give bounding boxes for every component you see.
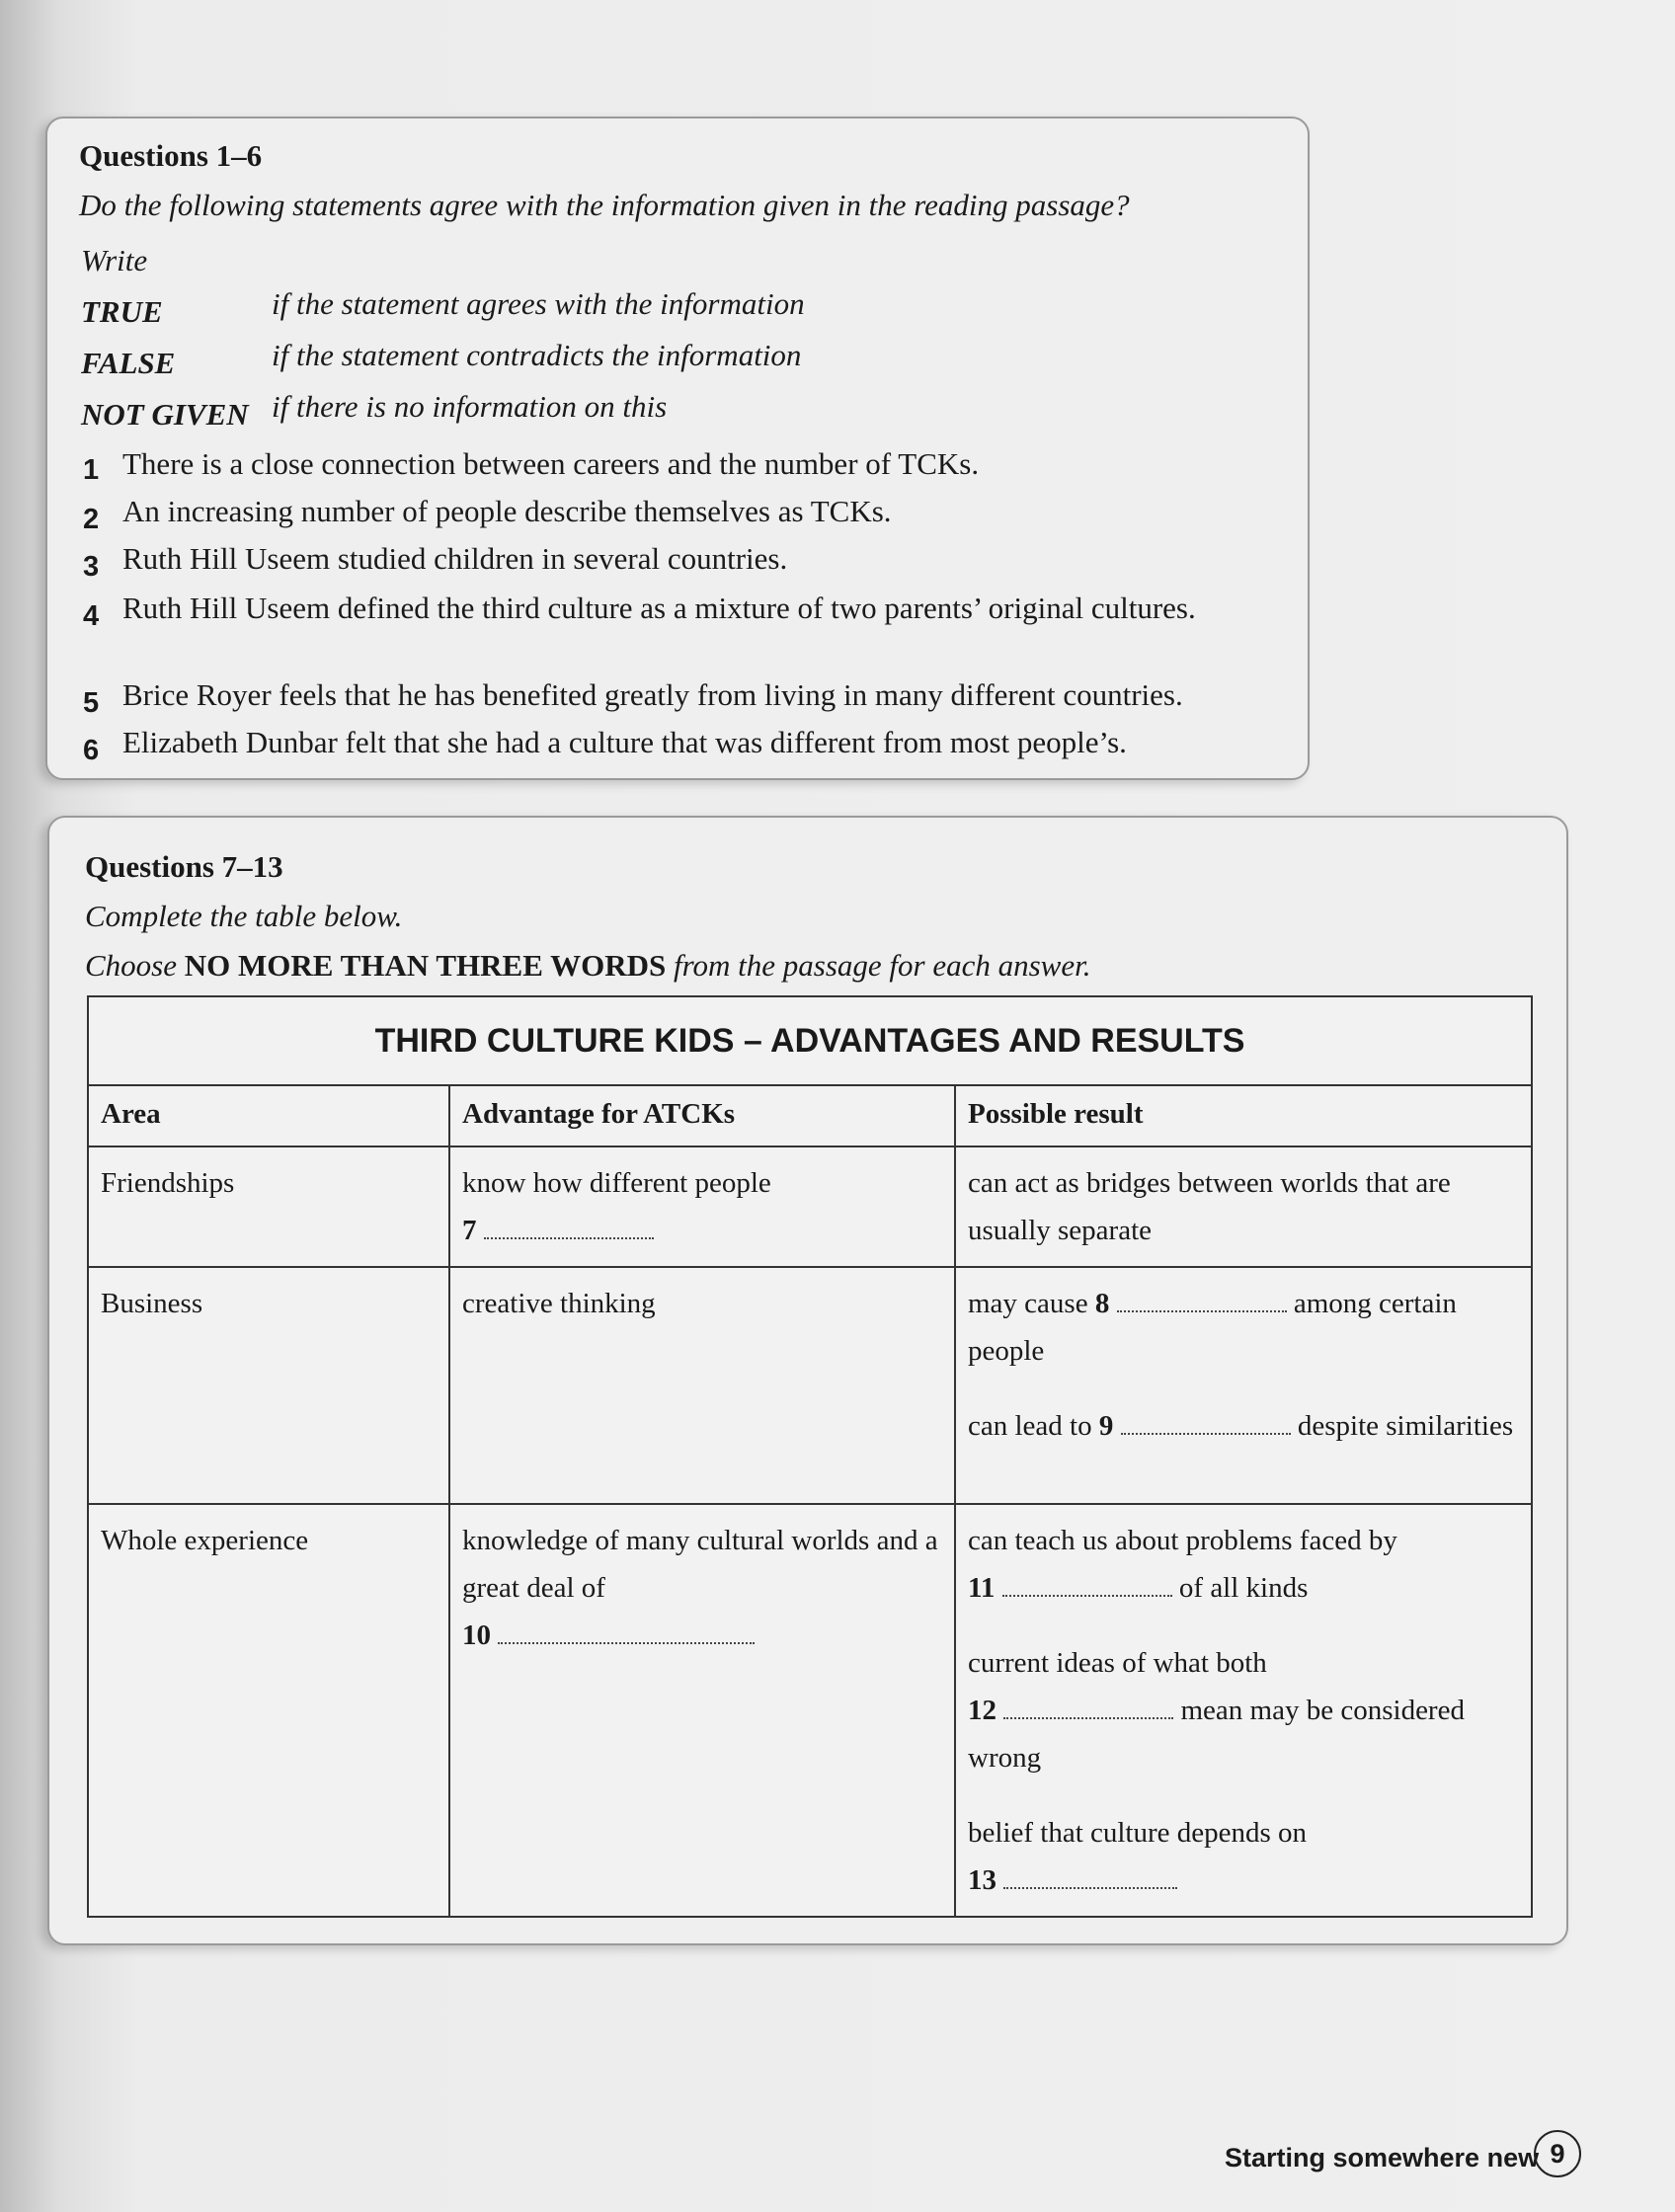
answer-gap[interactable]	[484, 1218, 654, 1239]
answer-gap[interactable]	[1003, 1867, 1177, 1889]
legend-value-false: if the statement contradicts the information	[272, 338, 802, 372]
legend-value-not-given: if there is no information on this	[272, 389, 668, 424]
gap-number: 11	[968, 1572, 996, 1604]
advantage-cell	[449, 1146, 955, 1267]
statement-text: Ruth Hill Useem studied children in several countries.	[122, 541, 788, 576]
result-cell: may cause 8 among certain people can lead to 9 despite similarities	[955, 1267, 1532, 1504]
statement-text: Brice Royer feels that he has benefited greatly from living in many different countries.	[122, 677, 1183, 712]
result-cell	[955, 1146, 1532, 1267]
legend-value-true: if the statement agrees with the information	[272, 286, 805, 321]
statement-text: Ruth Hill Useem defined the third culture as a mixture of two parents’ original cultures.	[122, 591, 1196, 625]
column-header-result: Possible result	[955, 1085, 1532, 1146]
statement-text: There is a close connection between careers and the number of TCKs.	[122, 446, 980, 481]
gap-number: 9	[1098, 1410, 1114, 1442]
gap-number: 10	[462, 1620, 491, 1651]
area-cell: Friendships	[88, 1146, 449, 1267]
page-number: 9	[1534, 2130, 1581, 2177]
answer-gap[interactable]	[1117, 1291, 1287, 1312]
statement-text: An increasing number of people describe themselves as TCKs.	[122, 494, 892, 528]
column-header-area: Area	[88, 1085, 449, 1146]
word-limit-bold: NO MORE THAN THREE WORDS	[184, 948, 667, 983]
legend-key-false: FALSE	[81, 346, 176, 380]
questions-7-13-instruction: Complete the table below.	[85, 899, 403, 933]
statement-text: Elizabeth Dunbar felt that she had a culture that was different from most people’s.	[122, 725, 1127, 759]
advantage-cell: creative thinking	[449, 1267, 955, 1504]
column-header-advantage: Advantage for ATCKs	[449, 1085, 955, 1146]
advantage-text: know how different people	[462, 1167, 771, 1199]
questions-1-6-instruction: Do the following statements agree with the information given in the reading passage?	[79, 188, 1130, 222]
word-limit-post: from the passage for each answer.	[666, 948, 1091, 983]
answer-gap[interactable]	[498, 1622, 755, 1644]
answer-gap[interactable]	[1003, 1698, 1173, 1719]
legend-key-not-given: NOT GIVEN	[81, 397, 249, 432]
questions-1-6-heading: Questions 1–6	[79, 138, 263, 173]
statement-number: 4	[83, 600, 100, 632]
area-cell: Whole experience	[88, 1504, 449, 1917]
gap-number: 7	[462, 1215, 477, 1246]
statement-number: 1	[83, 454, 100, 486]
chapter-title: Starting somewhere new	[1225, 2143, 1540, 2172]
advantage-text: knowledge of many cultural worlds and a great deal of	[462, 1525, 938, 1604]
answer-gap[interactable]	[1121, 1413, 1291, 1435]
statement-number: 5	[83, 687, 100, 719]
table-row	[88, 1267, 1532, 1504]
questions-7-13-word-limit	[85, 948, 1090, 984]
table-title: THIRD CULTURE KIDS – ADVANTAGES AND RESULTS	[88, 996, 1532, 1085]
table-row	[88, 1504, 1532, 1917]
statement-number: 2	[83, 504, 100, 535]
word-limit-pre: Choose	[85, 948, 185, 983]
result-cell: can teach us about problems faced by 11 of all kinds current ideas of what both 12 mean may be considered wrong belief that culture depends on 13	[955, 1504, 1532, 1917]
result-text: can act as bridges between worlds that are usually separate	[968, 1167, 1451, 1246]
write-label: Write	[81, 243, 148, 277]
gap-number: 12	[968, 1695, 997, 1726]
statement-number: 6	[83, 735, 100, 766]
area-cell: Business	[88, 1267, 449, 1504]
advantages-results-table	[87, 995, 1533, 1918]
gap-number: 8	[1094, 1288, 1110, 1319]
answer-gap[interactable]	[1002, 1575, 1172, 1597]
questions-7-13-heading: Questions 7–13	[85, 849, 283, 884]
advantage-cell	[449, 1504, 955, 1917]
gap-number: 13	[968, 1864, 997, 1896]
legend-key-true: TRUE	[81, 294, 163, 329]
statement-number: 3	[83, 551, 100, 583]
table-row	[88, 1146, 1532, 1267]
